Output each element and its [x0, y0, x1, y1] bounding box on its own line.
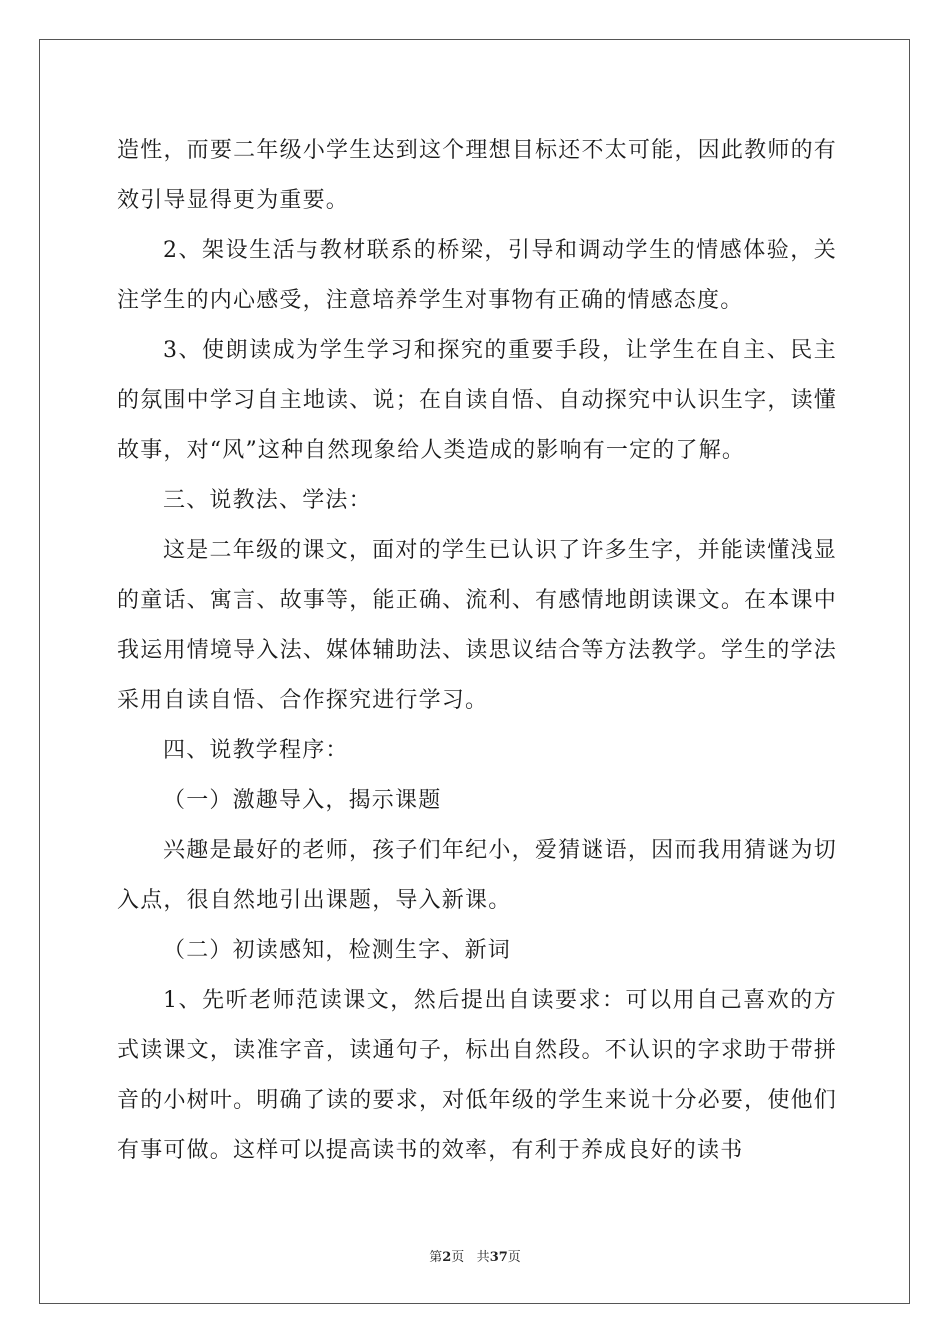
total-prefix: 共	[476, 1250, 490, 1265]
total-pages: 37	[489, 1250, 508, 1265]
section-heading-procedure: 四、说教学程序：	[163, 738, 349, 763]
paragraph-5: 这是二年级的课文，面对的学生已认识了许多生字，并能读懂浅显的童话、寓言、故事等，能正确、流利、有感情地朗读课文。在本课中我运用情境导入法、媒体辅助法、读思议结合等方法教学。学生的学法采用自读自悟、合作探究进行学习。	[117, 538, 837, 713]
subheading-first-reading: （二）初读感知，检测生字、新词	[163, 938, 512, 963]
paragraph-8: 兴趣是最好的老师，孩子们年纪小，爱猜谜语，因而我用猜谜为切入点，很自然地引出课题，导入新课。	[117, 838, 837, 913]
paragraph-1: 造性，而要二年级小学生达到这个理想目标还不太可能，因此教师的有效引导显得更为重要。	[117, 138, 837, 213]
page-prefix: 第	[429, 1250, 443, 1265]
paragraph-10: 1、先听老师范读课文，然后提出自读要求：可以用自己喜欢的方式读课文，读准字音，读通句子，标出自然段。不认识的字求助于带拼音的小树叶。明确了读的要求，对低年级的学生来说十分必要，使他们有事可做。这样可以提高读书的效率，有利于养成良好的读书	[117, 988, 837, 1163]
page-suffix: 页	[451, 1250, 465, 1265]
section-heading-methods: 三、说教法、学法：	[163, 488, 372, 513]
subheading-intro: （一）激趣导入，揭示课题	[163, 788, 442, 813]
paragraph-3: 3、使朗读成为学生学习和探究的重要手段，让学生在自主、民主的氛围中学习自主地读、说；在自读自悟、自动探究中认识生字，读懂故事，对“风”这种自然现象给人类造成的影响有一定的了解。	[117, 338, 837, 463]
page-number: 2	[442, 1250, 452, 1265]
page-footer	[0, 1246, 950, 1265]
total-suffix: 页	[507, 1250, 521, 1265]
document-body	[117, 126, 837, 1176]
paragraph-2: 2、架设生活与教材联系的桥梁，引导和调动学生的情感体验，关注学生的内心感受，注意培养学生对事物有正确的情感态度。	[117, 238, 837, 313]
